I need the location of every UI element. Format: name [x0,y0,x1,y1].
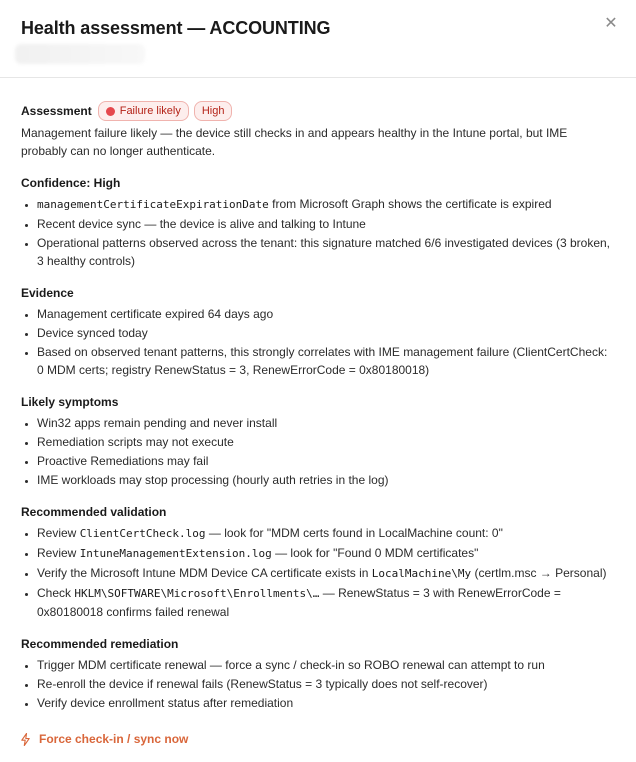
force-checkin-label: Force check-in / sync now [39,732,189,746]
list-item-text: (certlm.msc → Personal) [471,566,607,580]
status-badge-failure-label: Failure likely [119,105,181,117]
list-item [37,584,615,621]
list-item-text: — look for "Found 0 MDM certificates" [271,546,479,560]
list-item-text: from Microsoft Graph shows the certificate is expired [268,197,552,211]
validation-title: Recommended validation [21,505,167,519]
list-item: • Win32 apps remain pending and never install [37,414,615,432]
list-item [37,195,615,214]
inline-code: HKLM\SOFTWARE\Microsoft\Enrollments\… [74,587,320,600]
remediation-section [21,635,615,712]
symptoms-section [21,393,615,489]
close-button[interactable] [602,14,620,32]
assessment-row [21,100,615,122]
panel-content [0,78,636,751]
list-item-text: Verify the Microsoft Intune MDM Device CA certificate exists in [37,566,372,580]
evidence-title: Evidence [21,286,74,300]
list-item-text: Check [37,586,75,600]
list-item [37,524,615,543]
validation-list [21,524,615,621]
confidence-section [21,174,615,270]
list-item: • Verify device enrollment status after remediation [37,694,615,712]
list-item: • Re-enroll the device if renewal fails (RenewStatus = 3 typically does not self-recover) [37,675,615,693]
list-item: • Operational patterns observed across the tenant: this signature matched 6/6 investigated devices (3 broken, 3 healthy controls) [37,234,615,270]
list-item-text: Review [37,546,80,560]
list-item: • Proactive Remediations may fail [37,452,615,470]
close-icon: ✕ [604,13,618,32]
inline-code: ClientCertCheck.log [79,527,206,540]
symptoms-title: Likely symptoms [21,395,119,409]
confidence-title: Confidence: High [21,176,121,190]
list-item: • Management certificate expired 64 days ago [37,305,615,323]
evidence-list [21,305,615,379]
panel-header [0,0,636,78]
list-item: • Recent device sync — the device is alive and talking to Intune [37,215,615,233]
red-dot-icon [106,107,115,116]
list-item-text: Review [37,526,80,540]
severity-badge: High [194,101,233,121]
list-item-text: — RenewStatus = 3 with RenewErrorCode = 0x80180018 confirms failed renewal [37,586,561,619]
list-item: • Based on observed tenant patterns, this strongly correlates with IME management failure (ClientCertCheck: 0 MDM certs; registry RenewStatus = 3, RenewErrorCode = 0x80180018) [37,343,615,379]
list-item [37,544,615,563]
list-item [37,564,615,583]
inline-code: IntuneManagementExtension.log [79,547,272,560]
remediation-list [21,656,615,712]
inline-code: LocalMachine\My [371,567,472,580]
list-item: • IME workloads may stop processing (hourly auth retries in the log) [37,471,615,489]
lightning-icon [21,733,30,746]
force-checkin-button[interactable] [21,730,188,748]
evidence-section [21,284,615,379]
symptoms-list [21,414,615,489]
list-item-text: — look for "MDM certs found in LocalMachine count: 0" [205,526,503,540]
list-item: • Trigger MDM certificate renewal — force a sync / check-in so ROBO renewal can attempt to run [37,656,615,674]
confidence-list [21,195,615,270]
assessment-summary: Management failure likely — the device still checks in and appears healthy in the Intune portal, but IME probably can no longer authenticate. [21,126,568,158]
redacted-subtitle [15,44,145,64]
remediation-title: Recommended remediation [21,637,179,651]
inline-code: managementCertificateExpirationDate [37,198,269,211]
list-item: • Device synced today [37,324,615,342]
assessment-label: Assessment [21,104,92,118]
page-title: Health assessment — ACCOUNTING [21,18,331,38]
status-badge-failure [98,101,189,121]
validation-section [21,503,615,621]
list-item: • Remediation scripts may not execute [37,433,615,451]
